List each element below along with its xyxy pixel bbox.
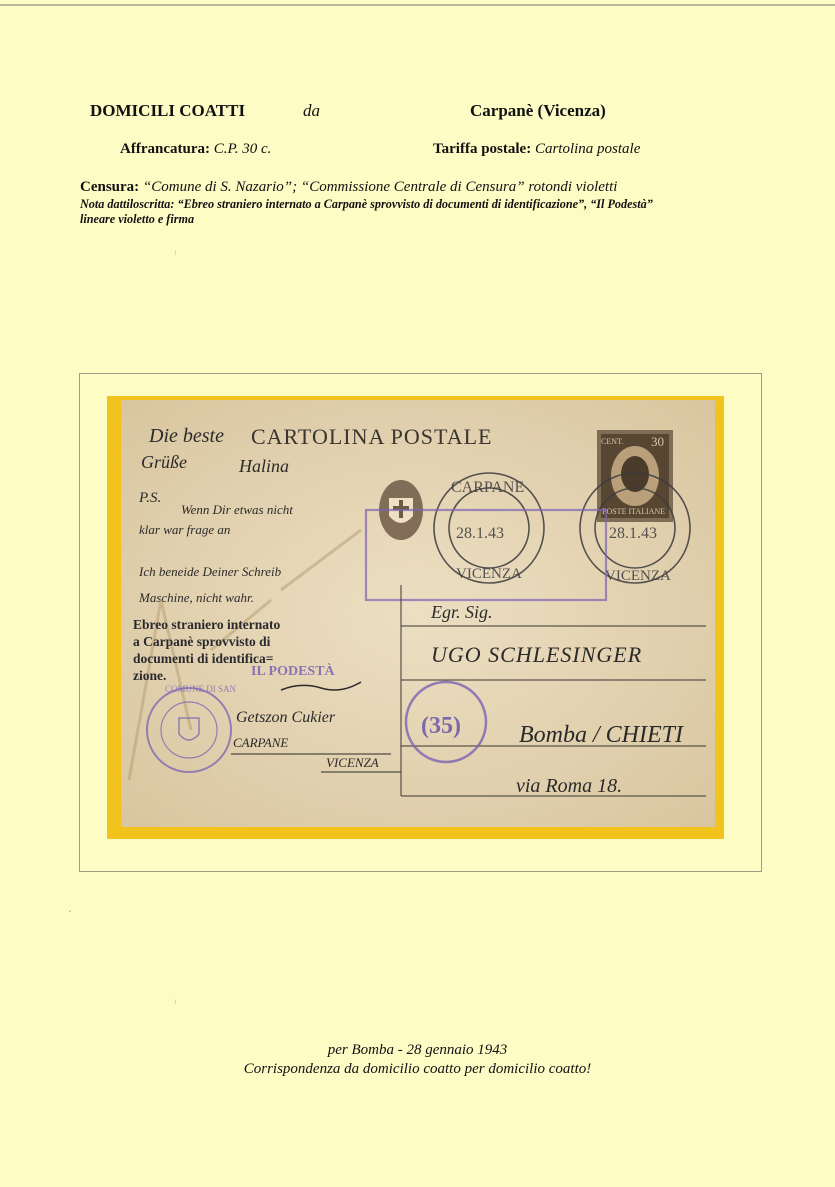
sender-province: VICENZA (326, 755, 379, 770)
postcard-drawing (121, 400, 715, 827)
greeting-line-2: Grüße (141, 452, 187, 472)
tariffa-value: Cartolina postale (534, 141, 641, 157)
header-title-left: DOMICILI COATTI (90, 101, 246, 120)
ps-line-4: Ich beneide Deiner Schreib (139, 564, 282, 579)
postmark-right-bottom: VICENZA (605, 568, 671, 584)
ps-line-2: Wenn Dir etwas nicht (181, 502, 293, 517)
pencil-mark: | (175, 251, 177, 256)
postmark-right-date: 28.1.43 (609, 525, 657, 542)
greeting-line-1: Die beste (149, 425, 224, 447)
tariffa-label: Tariffa postale: (433, 141, 532, 157)
postmark-center-top: CARPANE (451, 479, 525, 496)
stamp-country: POSTE ITALIANE (602, 507, 666, 516)
tariffa-line (433, 141, 640, 158)
ps-line-5: Maschine, nicht wahr. (139, 590, 254, 605)
addressee-city: Bomba / CHIETI (519, 722, 683, 748)
postmark-center-bottom: VICENZA (456, 566, 522, 582)
sender-town: CARPANE (233, 735, 289, 750)
affrancatura-line (120, 141, 271, 158)
greeting-line-3: Halina (239, 456, 290, 476)
stamp-cent: CENT. (601, 437, 624, 446)
addressee-name: UGO SCHLESINGER (431, 642, 643, 667)
addressee-street: via Roma 18. (516, 775, 623, 797)
typed-line-4: zione. (133, 668, 167, 683)
comune-stamp-text: COMUNE DI SAN (165, 684, 237, 694)
censor-35-text: (35) (421, 713, 461, 739)
ps-line-3: klar war frage an (139, 522, 231, 537)
header-title-da: da (303, 101, 320, 120)
censura-line (80, 179, 617, 196)
typed-line-3: documenti di identifica= (133, 651, 274, 666)
caption-line-1: per Bomba - 28 gennaio 1943 (327, 1042, 508, 1058)
typed-line-2: a Carpanè sprovvisto di (133, 634, 271, 649)
postage-stamp (597, 430, 673, 522)
affrancatura-value: C.P. 30 c. (213, 141, 272, 157)
postcard (121, 400, 715, 827)
caption-line-2: Corrispondenza da domicilio coatto per domicilio coatto! (243, 1061, 592, 1077)
nota-line-1: Nota dattiloscritta: “Ebreo straniero internato a Carpanè sprovvisto di documenti di identificazione”, “Il Podestà” (80, 197, 653, 211)
page-edge-line (0, 4, 835, 6)
postcard-title: CARTOLINA POSTALE (251, 424, 493, 449)
ps-line-1: P.S. (139, 490, 162, 506)
typed-line-1: Ebreo straniero internato (133, 617, 281, 632)
sender-name: Getszon Cukier (236, 709, 336, 726)
stamp-value: 30 (651, 434, 664, 449)
nota-line-2: lineare violetto e firma (80, 212, 195, 226)
postmark-center-date: 28.1.43 (456, 525, 504, 542)
podesta-stamp: IL PODESTÀ (251, 664, 335, 679)
pencil-mark-lower: | (175, 1000, 177, 1005)
censura-value: “Comune di S. Nazario”; “Commissione Centrale di Censura” rotondi violetti (142, 179, 618, 195)
header-title-right: Carpanè (Vicenza) (470, 101, 606, 120)
censura-label: Censura: (80, 179, 140, 195)
pin-mark: • (69, 910, 71, 915)
affrancatura-label: Affrancatura: (120, 141, 210, 157)
addressee-salutation: Egr. Sig. (431, 602, 493, 622)
